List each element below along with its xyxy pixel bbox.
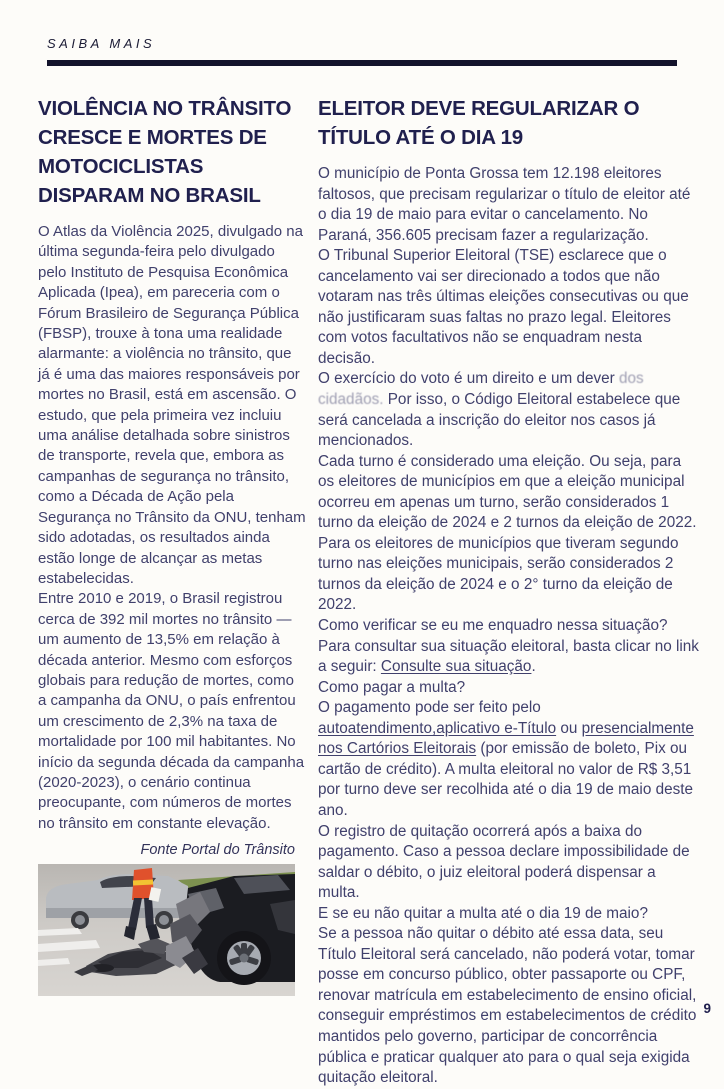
electoral-offices-link[interactable]: presencialmente nos Cartórios Eleitorais	[318, 719, 694, 758]
left-paragraph-1: O Atlas da Violência 2025, divulgado na última segunda-feira pelo divulgado pelo Instituto de Pesquisa Econômica Aplicada (Ipea), em pareceria com o Fórum Brasileiro de Segurança Pública (FBSP), trouxe à tona uma realidade alarmante: a violência no trânsito, que já é uma das maiores responsáveis por mortes no Brasil, está em ascensão. O estudo, que pela primeira vez incluiu uma análise detalhada sobre sinistros de transporte, revela que, embora as campanhas de segurança no trânsito, como a Década de Ação pela Segurança no Trânsito da ONU, tenham sido adotadas, os resultados ainda estão longe de alcançar as metas estabelecidas.	[38, 223, 306, 587]
right-article	[318, 94, 700, 1089]
page-number: 9	[703, 1001, 711, 1016]
p3-faded-text: dos cidadãos.	[318, 370, 644, 409]
right-paragraph-6	[318, 637, 700, 678]
left-article	[38, 94, 306, 1089]
photo-caption: Fonte Portal do Trânsito	[140, 842, 295, 859]
p8-text-end: (por emissão de boleto, Pix ou cartão de crédito). A multa eleitoral no valor de R$ 3,51 por turno deve ser recolhida até o dia 19 de maio deste ano.	[318, 740, 694, 819]
p3-text: O exercício do voto é um direito e um dever	[318, 370, 619, 388]
right-paragraph-2: O Tribunal Superior Eleitoral (TSE) esclarece que o cancelamento vai ser direcionado a todos que não votaram nas três últimas eleições consecutivas ou que não justificaram suas faltas no prazo legal. Eleitores com votos facultativos não se enquadram nesta decisão.	[318, 247, 689, 367]
p8-text: O pagamento pode ser feito pelo	[318, 699, 541, 717]
right-article-body	[318, 164, 700, 1089]
left-article-title: VIOLÊNCIA NO TRÂNSITO CRESCE E MORTES DE MOTOCICLISTAS DISPARAM NO BRASIL	[38, 97, 292, 207]
consult-status-link[interactable]: Consulte sua situação	[380, 658, 532, 676]
question-pay-fine: Como pagar a multa?	[318, 678, 466, 696]
right-paragraph-11: Se a pessoa não quitar o débito até essa data, seu Título Eleitoral será cancelado, não poderá votar, tomar posse em concurso público, obter passaporte ou CPF, renovar matrícula em estabelecimento de ensino oficial, conseguir empréstimos em estabelecimentos de crédito mantidos pelo governo, participar de concorrência pública e praticar qualquer ato para o qual seja exigida quitação eleitoral.	[318, 925, 697, 1087]
left-paragraph-2: Entre 2010 e 2019, o Brasil registrou cerca de 392 mil mortes no trânsito — um aumento de 13,5% em relação à década anterior. Mesmo com esforços globais para redução de mortes, como a campanha da ONU, o país enfrentou um crescimento de 2,3% na taxa de mortalidade por 100 mil habitantes. No início da segunda década da campanha (2020-2023), o cenário continua preocupante, com números de mortes no trânsito em constante elevação.	[38, 590, 305, 832]
right-article-title: ELEITOR DEVE REGULARIZAR O TÍTULO ATÉ O DIA 19	[318, 97, 640, 149]
self-service-etitulo-link[interactable]: autoatendimento,aplicativo e-Título	[318, 719, 557, 737]
p6-text: Para consultar sua situação eleitoral, basta clicar no link a seguir:	[318, 637, 699, 676]
section-kicker: SAIBA MAIS	[47, 36, 156, 51]
header-rule	[47, 60, 677, 66]
right-paragraph-3	[318, 369, 700, 451]
right-paragraph-4: Cada turno é considerado uma eleição. Ou seja, para os eleitores de municípios em que a eleição municipal ocorreu em apenas um turno, serão considerados 1 turno da eleição de 2024 e 2 turnos da eleição de 2022. Para os eleitores de municípios que tiveram segundo turno nas eleições municipais, serão considerados 2 turnos da eleição de 2024 e o 2° turno da eleição de 2022.	[318, 452, 697, 614]
question-verify: Como verificar se eu me enquadro nessa situação?	[318, 617, 668, 635]
p6-text-end: .	[531, 658, 536, 676]
p8-text-mid: ou	[556, 719, 582, 737]
crash-photo	[38, 864, 295, 996]
columns	[38, 94, 700, 1089]
right-paragraph-9: O registro de quitação ocorrerá após a baixa do pagamento. Caso a pessoa declare impossibilidade de saldar o débito, o juiz eleitoral poderá dispensar a multa.	[318, 822, 690, 902]
question-not-pay: E se eu não quitar a multa até o dia 19 de maio?	[318, 904, 648, 922]
p3-text-cont: Por isso, o Código Eleitoral estabelece que será cancelada a inscrição do eleitor nos casos já mencionados.	[318, 391, 681, 450]
right-paragraph-8	[318, 698, 700, 821]
left-article-body	[38, 222, 306, 834]
right-paragraph-1: O município de Ponta Grossa tem 12.198 eleitores faltosos, que precisam regularizar o título de eleitor até o dia 19 de maio para evitar o cancelamento. No Paraná, 356.605 precisam fazer a regularização.	[318, 165, 691, 244]
